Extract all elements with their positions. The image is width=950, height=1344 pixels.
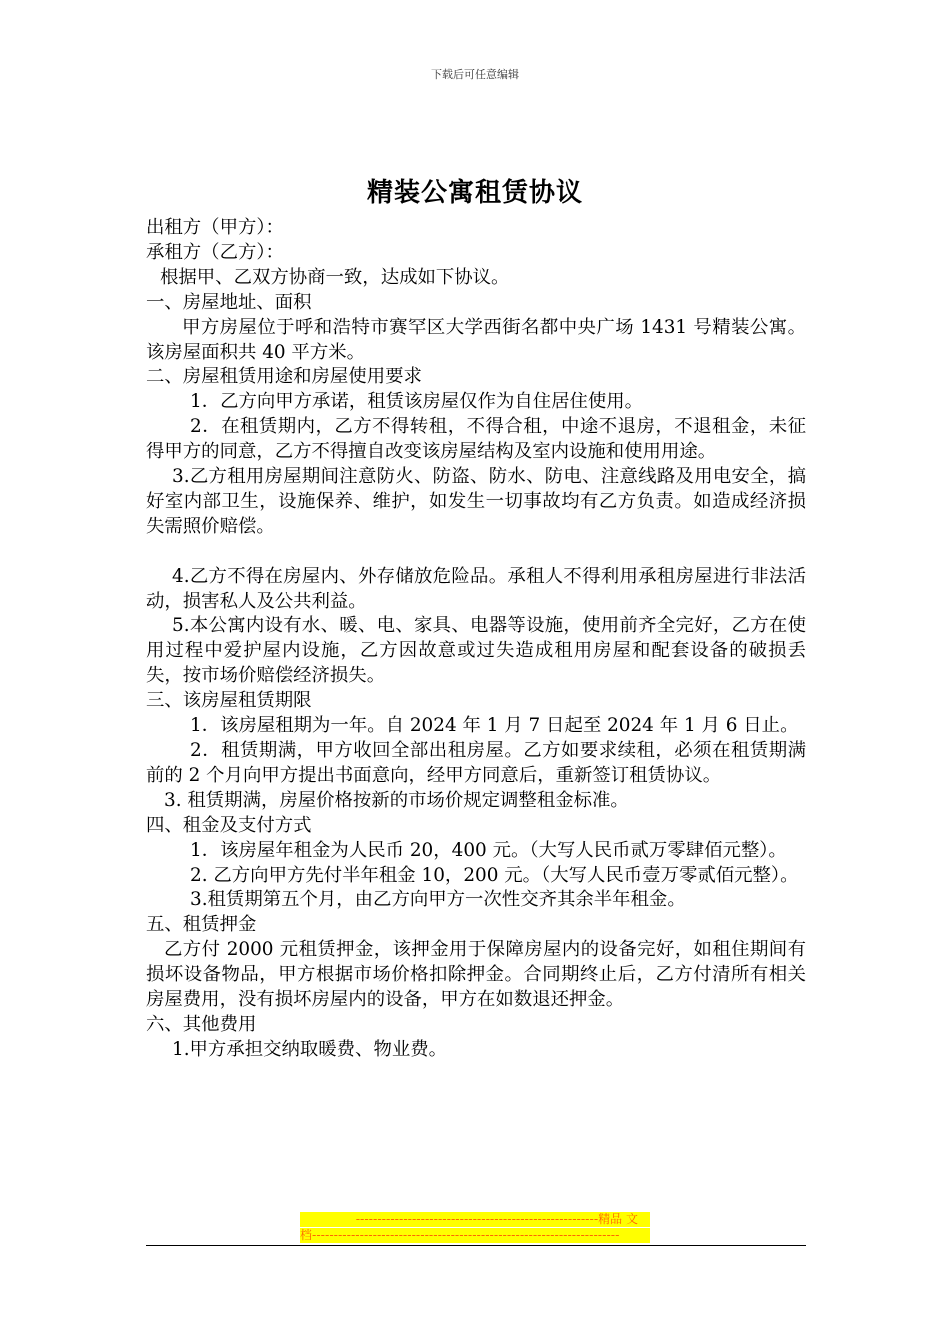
agreement-paragraph: 四、租金及支付方式 (146, 814, 312, 836)
agreement-paragraph: 三、该房屋租赁期限 (146, 690, 312, 712)
agreement-paragraph: 1．该房屋年租金为人民币 20，400 元。（大写人民币贰万零肆佰元整）。 (190, 839, 787, 861)
agreement-paragraph: 2. 乙方向甲方先付半年租金 10，200 元。（大写人民币壹万零贰佰元整）。 (190, 864, 799, 886)
agreement-paragraph: 五、租赁押金 (146, 914, 257, 936)
blank-line (146, 540, 806, 565)
document-title: 精装公寓租赁协议 (366, 178, 583, 208)
agreement-paragraph: 3.乙方租用房屋期间注意防火、防盗、防水、防电、注意线路及用电安全，搞好室内部卫生，设施保养、维护，如发生一切事故均有乙方负责。如造成经济损失需照价赔偿。 (146, 466, 806, 537)
agreement-paragraph: 承租方（乙方）： (146, 241, 284, 263)
agreement-paragraph: 3.租赁期第五个月，由乙方向甲方一次性交齐其余半年租金。 (190, 889, 686, 911)
agreement-paragraph: 乙方付 2000 元租赁押金，该押金用于保障房屋内的设备完好，如租住期间有损坏设备物品，甲方根据市场价格扣除押金。合同期终止后，乙方付清所有相关房屋费用，没有损坏房屋内的设备，甲方在如数退还押金。 (146, 939, 806, 1011)
agreement-paragraph: 5.本公寓内设有水、暖、电、家具、电器等设施，使用前齐全完好，乙方在使用过程中爱护屋内设施，乙方因故意或过失造成租用房屋和配套设备的破损丢失，按市场价赔偿经济损失。 (146, 615, 806, 687)
agreement-paragraph: 1.甲方承担交纳取暖费、物业费。 (172, 1038, 448, 1060)
footer-watermark-line-2: 档----------------------------------------------------------------------- (300, 1228, 650, 1243)
agreement-paragraph: 六、其他费用 (146, 1013, 257, 1035)
agreement-paragraph: 2．在租赁期内，乙方不得转租，不得合租，中途不退房，不退租金，未征得甲方的同意，乙方不得擅自改变该房屋结构及室内设施和使用用途。 (146, 416, 806, 463)
agreement-body (146, 216, 806, 1063)
agreement-paragraph: 2．租赁期满，甲方收回全部出租房屋。乙方如要求续租，必须在租赁期满前的 2 个月向甲方提出书面意向，经甲方同意后，重新签订租赁协议。 (146, 740, 806, 786)
agreement-paragraph: 1．乙方向甲方承诺，租赁该房屋仅作为自住居住使用。 (190, 391, 644, 413)
agreement-paragraph: 甲方房屋位于呼和浩特市赛罕区大学西街名都中央广场 1431 号精装公寓。该房屋面积共 40 平方米。 (146, 316, 806, 363)
agreement-paragraph: 二、房屋租赁用途和房屋使用要求 (146, 366, 422, 388)
agreement-paragraph: 1．该房屋租期为一年。自 2024 年 1 月 7 日起至 2024 年 1 月 6 日止。 (190, 715, 799, 737)
header-note: 下载后可任意编辑 (431, 68, 519, 81)
footer-divider (146, 1245, 806, 1246)
agreement-paragraph: 4.乙方不得在房屋内、外存储放危险品。承租人不得利用承租房屋进行非法活动，损害私人及公共利益。 (146, 565, 806, 612)
footer-watermark-line-1: --------------------------------------------------------精品 文 (300, 1212, 650, 1227)
agreement-paragraph: 一、房屋地址、面积 (146, 291, 312, 313)
agreement-paragraph: 3. 租赁期满，房屋价格按新的市场价规定调整租金标准。 (164, 789, 629, 811)
agreement-paragraph: 根据甲、乙双方协商一致，达成如下协议。 (160, 266, 510, 288)
agreement-paragraph: 出租方（甲方）： (146, 217, 284, 238)
